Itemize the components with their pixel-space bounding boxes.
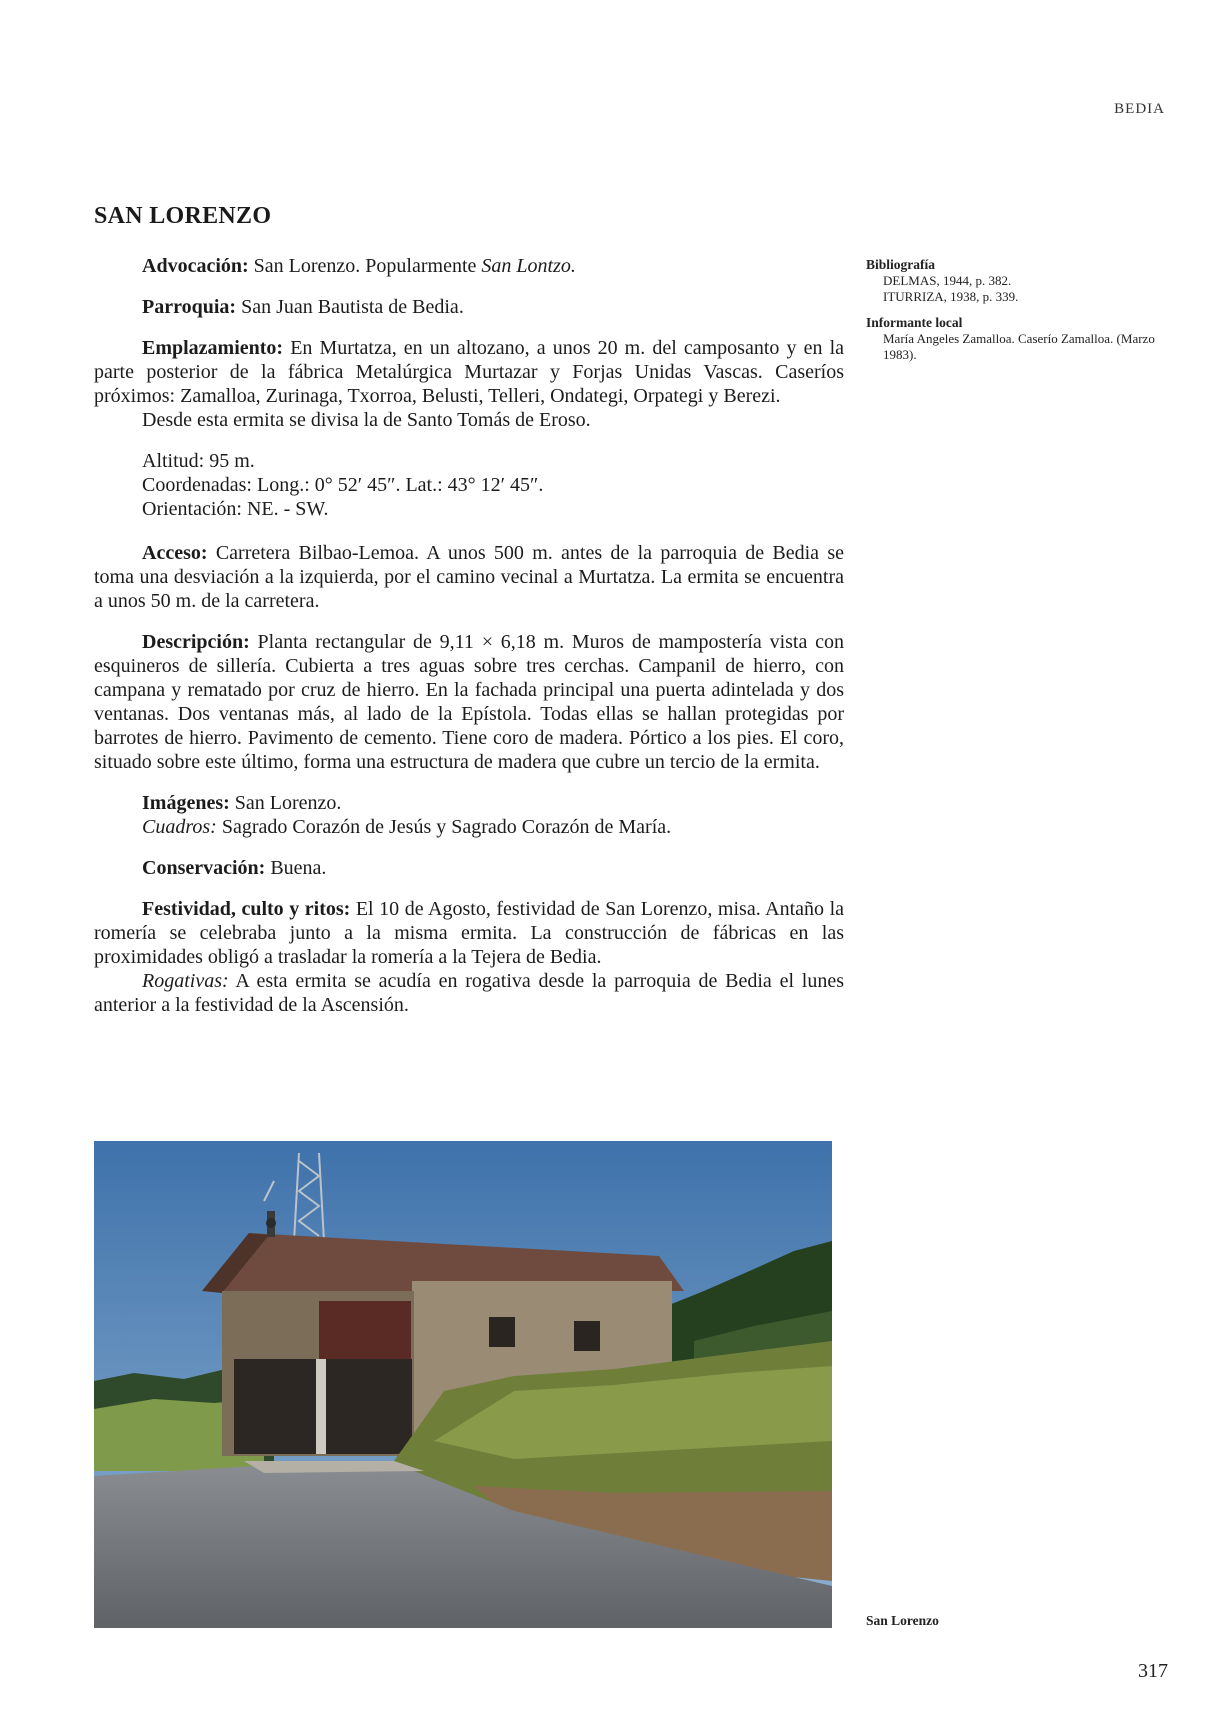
informante-block — [866, 315, 1162, 363]
advocacion-text: San Lorenzo. Popularmente — [253, 255, 477, 277]
altitud: Altitud: 95 m. — [142, 450, 255, 472]
cuadros-text: Sagrado Corazón de Jesús y Sagrado Corazón de María. — [221, 816, 672, 838]
imagenes-text: San Lorenzo. — [234, 792, 342, 814]
bibliografia-heading: Bibliografía — [866, 257, 936, 272]
bibliografia-entry: DELMAS, 1944, p. 382. — [883, 273, 1012, 288]
page-title: SAN LORENZO — [94, 203, 272, 229]
festividad-paragraph — [94, 897, 844, 969]
parroquia-paragraph — [94, 295, 844, 319]
photo-caption: San Lorenzo — [866, 1613, 939, 1628]
bell — [266, 1218, 276, 1228]
orientacion: Orientación: NE. - SW. — [142, 498, 329, 520]
bibliografia-entry: ITURRIZA, 1938, p. 339. — [883, 289, 1019, 304]
descripcion-label: Descripción: — [142, 631, 250, 653]
informante-heading: Informante local — [866, 315, 963, 330]
cuadros-paragraph — [94, 815, 844, 839]
festividad-label: Festividad, culto y ritos: — [142, 898, 351, 920]
emplazamiento-text: En Murtatza, en un altozano, a unos 20 m. del camposanto y en la parte posterior de la fábrica Metalúrgica Murtazar y Forjas Unidas Vascas. Caseríos próximos: Zamalloa, Zurinaga, Txorroa, Belusti, Telleri, Ondategi, Orpategi y Berezi. — [94, 337, 845, 407]
window-right — [574, 1321, 600, 1351]
coordenadas: Coordenadas: Long.: 0° 52′ 45″. Lat.: 43° 12′ 45″. — [142, 474, 544, 496]
portico-pillar — [316, 1359, 326, 1454]
acceso-text: Carretera Bilbao-Lemoa. A unos 500 m. antes de la parroquia de Bedia se toma una desviación a la izquierda, por el camino vecinal a Murtatza. La ermita se encuentra a unos 50 m. de la carretera. — [94, 542, 845, 612]
cuadros-label: Cuadros: — [142, 816, 217, 838]
acceso-paragraph — [94, 541, 844, 613]
sidebar-notes — [866, 257, 1162, 363]
descripcion-paragraph — [94, 630, 844, 774]
bibliografia-block — [866, 257, 1162, 305]
advocacion-label: Advocación: — [142, 255, 249, 277]
conservacion-text: Buena. — [270, 857, 327, 879]
advocacion-popular-name: San Lontzo. — [481, 255, 576, 277]
datos-block — [94, 449, 844, 521]
informante-text: María Angeles Zamalloa. Caserío Zamalloa. (Marzo 1983). — [883, 331, 1155, 362]
road-verge — [244, 1461, 424, 1473]
conservacion-label: Conservación: — [142, 857, 266, 879]
window-left — [489, 1317, 515, 1347]
emplazamiento-extra: Desde esta ermita se divisa la de Santo Tomás de Eroso. — [142, 409, 591, 431]
running-head: BEDIA — [1114, 101, 1165, 117]
advocacion-paragraph — [94, 254, 844, 278]
imagenes-paragraph — [94, 791, 844, 815]
page-number: 317 — [1138, 1660, 1168, 1682]
rogativas-label: Rogativas: — [142, 970, 229, 992]
imagenes-label: Imágenes: — [142, 792, 230, 814]
descripcion-text: Planta rectangular de 9,11 × 6,18 m. Muros de mampostería vista con esquineros de sillería. Cubierta a tres aguas sobre tres cerchas. Campanil de hierro, con campana y rematado por cruz de hierro. En la fachada principal una puerta adintelada y dos ventanas. Dos ventanas más, al lado de la Epístola. Todas ellas se hallan protegidas por barrotes de hierro. Pavimento de cemento. Tiene coro de madera. Pórtico a los pies. El coro, situado sobre este último, forma una estructura de madera que cubre un tercio de la ermita. — [94, 631, 844, 773]
rogativas-text: A esta ermita se acudía en rogativa desde la parroquia de Bedia el lunes anterior a la festividad de la Ascensión. — [94, 970, 844, 1016]
emplazamiento-label: Emplazamiento: — [142, 337, 284, 359]
emplazamiento-paragraph — [94, 336, 844, 408]
conservacion-paragraph — [94, 856, 844, 880]
parroquia-label: Parroquia: — [142, 296, 237, 318]
hermitage-photo — [94, 1141, 832, 1628]
main-text — [94, 254, 844, 1017]
rogativas-paragraph — [94, 969, 844, 1017]
wooden-choir — [319, 1301, 411, 1359]
acceso-label: Acceso: — [142, 542, 208, 564]
parroquia-text: San Juan Bautista de Bedia. — [241, 296, 464, 318]
festividad-text: El 10 de Agosto, festividad de San Lorenzo, misa. Antaño la romería se celebraba junto a la misma ermita. La construcción de fábricas en las proximidades obligó a trasladar la romería a la Tejera de Bedia. — [94, 898, 844, 968]
